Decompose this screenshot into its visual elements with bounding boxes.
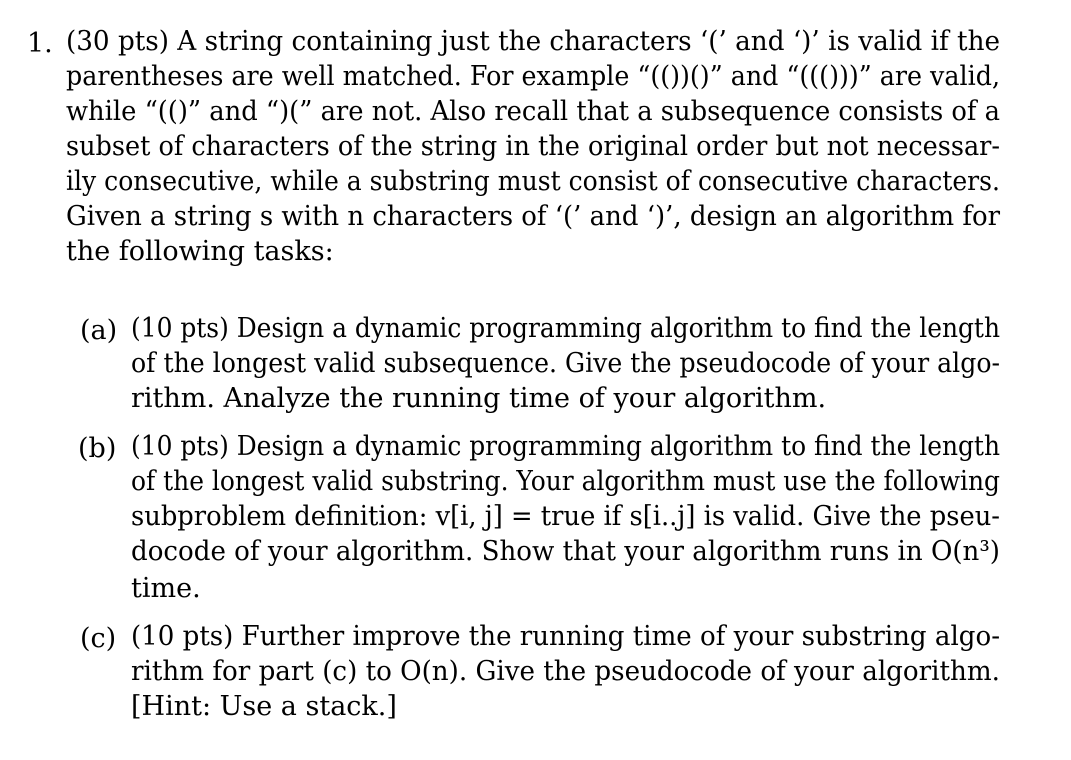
part-line: subproblem definition: v[i, j] = true if s[i..j] is valid. Give the pseu- <box>131 501 1000 532</box>
problem-line: while “(()” and “)(” are not. Also recall that a subsequence consists of a <box>66 96 1000 127</box>
part-line: (10 pts) Design a dynamic programming algorithm to find the length <box>131 431 1000 462</box>
problem-line: parentheses are well matched. For example “(())()” and “((()))” are valid, <box>66 61 1000 92</box>
problem-number: 1. <box>27 28 53 59</box>
part-label: (a) <box>80 315 118 346</box>
problem-line: subset of characters of the string in the original order but not necessar- <box>66 131 1000 162</box>
part-label: (c) <box>80 623 117 654</box>
problem-line: the following tasks: <box>66 236 334 267</box>
part-line: docode of your algorithm. Show that your algorithm runs in O(n³) <box>131 536 1000 567</box>
part-line: of the longest valid substring. Your algorithm must use the following <box>131 466 1000 497</box>
part-label: (b) <box>78 433 117 464</box>
problem-line: (30 pts) A string containing just the characters ‘(’ and ‘)’ is valid if the <box>66 26 1000 57</box>
problem-line: Given a string s with n characters of ‘(’ and ‘)’, design an algorithm for <box>66 201 1000 232</box>
part-line: (10 pts) Further improve the running time of your substring algo- <box>131 621 1000 652</box>
part-line: (10 pts) Design a dynamic programming algorithm to find the length <box>131 313 1000 344</box>
part-line: rithm for part (c) to O(n). Give the pseudocode of your algorithm. <box>131 656 1000 687</box>
part-line: rithm. Analyze the running time of your algorithm. <box>131 383 827 414</box>
part-line: time. <box>131 573 201 604</box>
problem-line: ily consecutive, while a substring must consist of consecutive characters. <box>66 166 1000 197</box>
part-line: [Hint: Use a stack.] <box>131 691 397 722</box>
part-line: of the longest valid subsequence. Give the pseudocode of your algo- <box>131 348 1000 379</box>
